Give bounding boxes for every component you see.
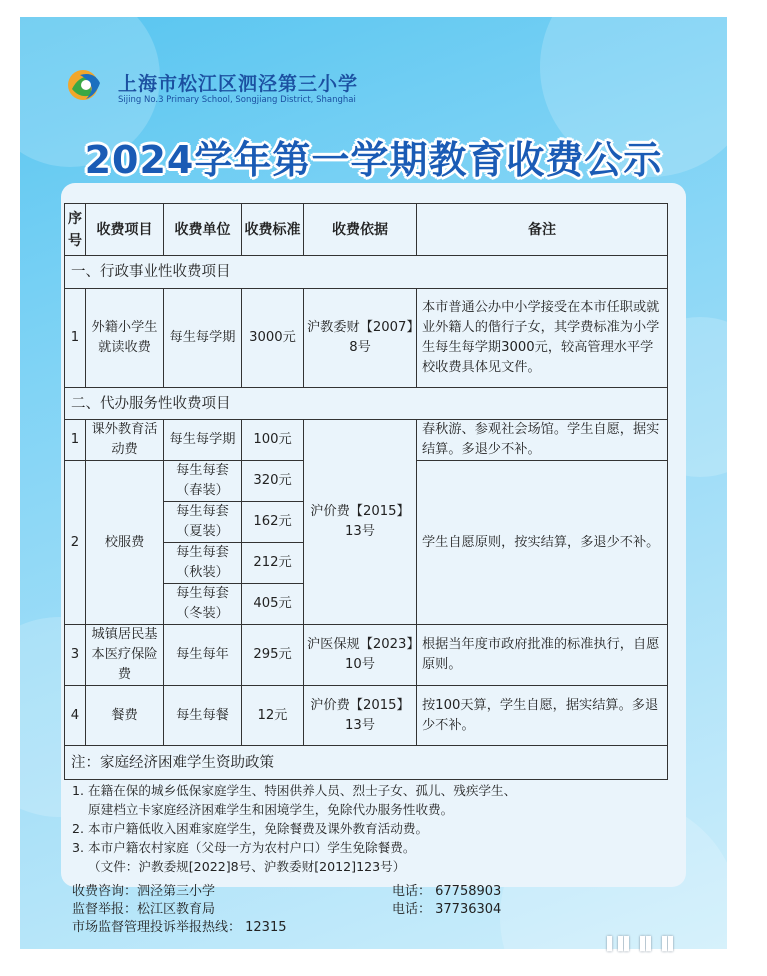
row-number: 1: [65, 420, 86, 461]
watermark: ▐▐▌▐▌▐▌: [602, 937, 679, 952]
section-row: [65, 388, 668, 420]
table-row: [65, 420, 668, 461]
fee-standard: 212元: [242, 543, 304, 584]
section-row: [65, 746, 668, 780]
row-number: 3: [65, 625, 86, 686]
fee-note: 本市普通公办中小学接受在本市任职或就业外籍人的偕行子女，其学费标准为小学生每生每学期3000元，较高管理水平学校收费具体见文件。: [417, 289, 668, 388]
table-header-row: [65, 204, 668, 256]
policy-note-line: 2. 本市户籍低收入困难家庭学生，免除餐费及课外教育活动费。: [72, 821, 429, 836]
fee-unit: 每生每套（春装）: [164, 461, 242, 502]
fee-unit: 每生每套（秋装）: [164, 543, 242, 584]
table-row: [65, 625, 668, 686]
policy-note-line: 3. 本市户籍农村家庭（父母一方为农村户口）学生免除餐费。: [72, 840, 416, 855]
consult-contact: 收费咨询：泗泾第三小学: [72, 884, 216, 899]
fee-standard: 405元: [242, 584, 304, 625]
fee-basis: 沪价费【2015】13号: [304, 686, 417, 746]
fee-unit: 每生每学期: [164, 289, 242, 388]
fee-standard: 320元: [242, 461, 304, 502]
fee-unit: 每生每套（夏装）: [164, 502, 242, 543]
policy-title: 注：家庭经济困难学生资助政策: [65, 746, 668, 780]
fee-basis: 沪教委财【2007】8号: [304, 289, 417, 388]
fee-note: 春秋游、参观社会场馆。学生自愿，据实结算。多退少不补。: [417, 420, 668, 461]
fee-standard: 12元: [242, 686, 304, 746]
header-cell: 序号: [65, 204, 86, 256]
row-number: 1: [65, 289, 86, 388]
fee-item: 外籍小学生就读收费: [86, 289, 164, 388]
table-row: [65, 289, 668, 388]
fee-note: 根据当年度市政府批准的标准执行，自愿原则。: [417, 625, 668, 686]
fee-note: 学生自愿原则，按实结算，多退少不补。: [417, 461, 668, 625]
fee-standard: 162元: [242, 502, 304, 543]
header-cell: 收费项目: [86, 204, 164, 256]
supervise-contact: 监督举报：松江区教育局: [72, 902, 216, 917]
header-cell: 收费标准: [242, 204, 304, 256]
fee-basis: 沪医保规【2023】10号: [304, 625, 417, 686]
fee-basis: 沪价费【2015】13号: [304, 420, 417, 625]
header-cell: 备注: [417, 204, 668, 256]
fee-note: 按100天算，学生自愿，据实结算。多退少不补。: [417, 686, 668, 746]
fee-item: 课外教育活动费: [86, 420, 164, 461]
fee-item: 餐费: [86, 686, 164, 746]
fee-item: 校服费: [86, 461, 164, 625]
school-name-en: Sijing No.3 Primary School, Songjiang District, Shanghai: [118, 95, 356, 105]
section-title: 一、行政事业性收费项目: [65, 256, 668, 289]
table-row: [65, 686, 668, 746]
school-name-cn: 上海市松江区泗泾第三小学: [118, 73, 359, 95]
supervise-phone: 电话： 37736304: [392, 902, 502, 917]
section-row: [65, 256, 668, 289]
school-logo-icon: [66, 65, 106, 105]
fee-standard: 3000元: [242, 289, 304, 388]
fee-unit: 每生每餐: [164, 686, 242, 746]
row-number: 2: [65, 461, 86, 625]
fee-unit: 每生每套（冬装）: [164, 584, 242, 625]
policy-note-line: （文件：沪教委规[2022]8号、沪教委财[2012]123号）: [72, 859, 406, 874]
fee-unit: 每生每年: [164, 625, 242, 686]
policy-note-line: 1. 在籍在保的城乡低保家庭学生、特困供养人员、烈士子女、孤儿、残疾学生、: [72, 783, 517, 798]
fee-standard: 100元: [242, 420, 304, 461]
header-cell: 收费单位: [164, 204, 242, 256]
row-number: 4: [65, 686, 86, 746]
policy-notes: [72, 781, 662, 876]
fee-unit: 每生每学期: [164, 420, 242, 461]
hotline: 市场监督管理投诉举报热线： 12315: [72, 920, 287, 935]
fee-standard: 295元: [242, 625, 304, 686]
consult-phone: 电话： 67758903: [392, 884, 502, 899]
policy-note-line: 原建档立卡家庭经济困难学生和困境学生，免除代办服务性收费。: [72, 802, 454, 817]
fee-table: [64, 203, 668, 780]
header-cell: 收费依据: [304, 204, 417, 256]
section-title: 二、代办服务性收费项目: [65, 388, 668, 420]
page-title: 2024学年第一学期教育收费公示: [84, 138, 663, 182]
fee-item: 城镇居民基本医疗保险费: [86, 625, 164, 686]
